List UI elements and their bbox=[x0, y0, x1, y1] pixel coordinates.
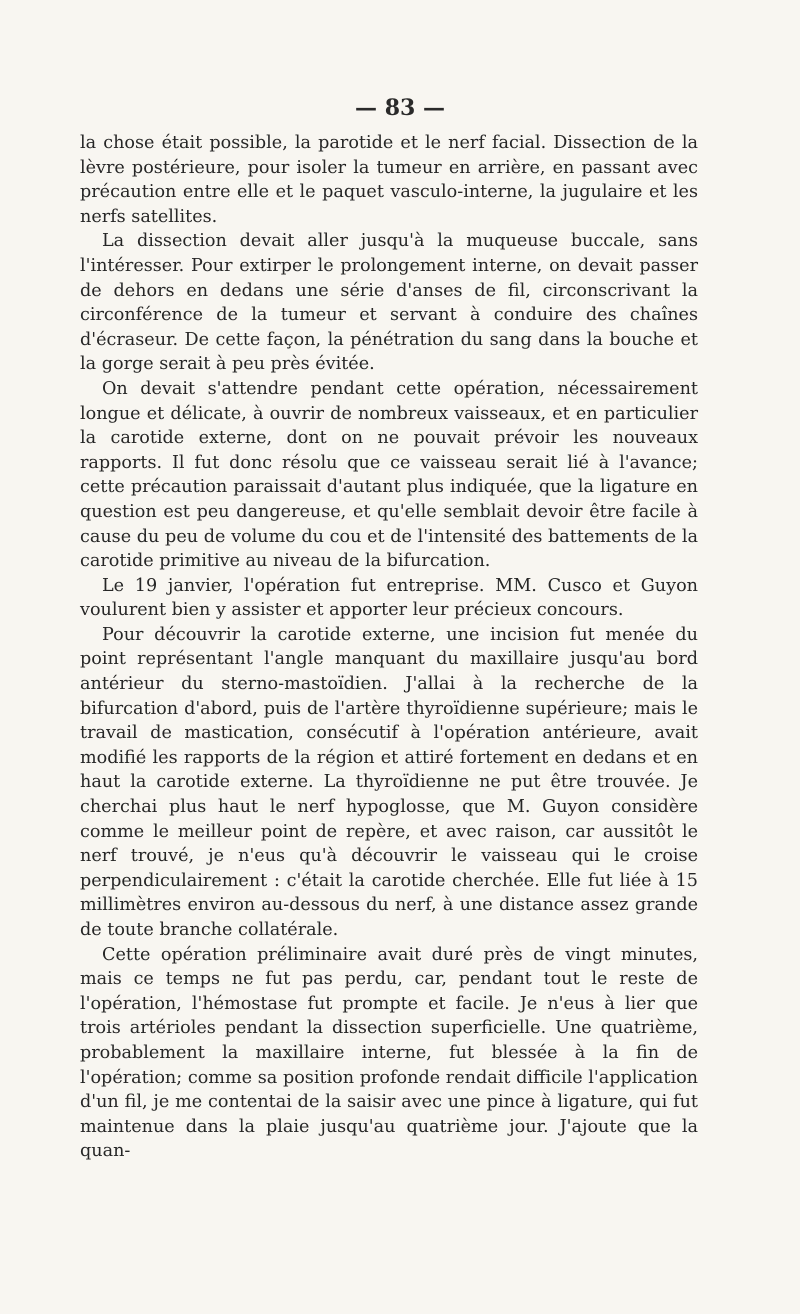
paragraph-2: La dissection devait aller jusqu'à la muqueuse buccale, sans l'intéresser. Pour extirper le prolongement interne, on devait passer de dehors en dedans une série d'anses de fil, circonscrivant la circonférence de la tumeur et servant à conduire des chaînes d'écraseur. De cette façon, la pénétration du sang dans la bouche et la gorge serait à peu près évitée. bbox=[80, 231, 698, 375]
paragraph-3: On devait s'attendre pendant cette opération, nécessairement longue et délicate, à ouvrir de nombreux vaisseaux, et en particulier la carotide externe, dont on ne pouvait prévoir les nouveaux rapports. Il fut donc résolu que ce vaisseau serait lié à l'avance; cette précaution paraissait d'autant plus indiquée, que la ligature en question est peu dangereuse, et qu'elle semblait devoir être facile à cause du peu de volume du cou et de l'intensité des battements de la carotide primitive au niveau de la bifurcation. bbox=[80, 378, 698, 572]
paragraph-6: Cette opération préliminaire avait duré près de vingt minutes, mais ce temps ne fut pas perdu, car, pendant tout le reste de l'opération, l'hémostase fut prompte et facile. Je n'eus à lier que trois artérioles pendant la dissection superficielle. Une quatrième, probablement la maxillaire interne, fut blessée à la fin de l'opération; comme sa position profonde rendait difficile l'application d'un fil, je me contentai de la saisir avec une pince à ligature, qui fut maintenue dans la plaie jusqu'au quatrième jour. J'ajoute que la quan- bbox=[80, 944, 698, 1162]
page-number-header: — 83 — bbox=[355, 95, 445, 121]
paragraph-1: la chose était possible, la parotide et le nerf facial. Dissection de la lèvre postérieure, pour isoler la tumeur en arrière, en passant avec précaution entre elle et le paquet vasculo-interne, la jugulaire et les nerfs satellites. bbox=[80, 133, 698, 227]
paragraph-4: Le 19 janvier, l'opération fut entreprise. MM. Cusco et Guyon voulurent bien y assister et apporter leur précieux concours. bbox=[80, 575, 698, 621]
body-text bbox=[80, 131, 698, 1164]
paragraph-5: Pour découvrir la carotide externe, une incision fut menée du point représentant l'angle manquant du maxillaire jusqu'au bord antérieur du sterno-mastoïdien. J'allai à la recherche de la bifurcation d'abord, puis de l'artère thyroïdienne supérieure; mais le travail de mastication, consécutif à l'opération antérieure, avait modifié les rapports de la région et attiré fortement en dedans et en haut la carotide externe. La thyroïdienne ne put être trouvée. Je cherchai plus haut le nerf hypoglosse, que M. Guyon considère comme le meilleur point de repère, et avec raison, car aussitôt le nerf trouvé, je n'eus qu'à découvrir le vaisseau qui le croise perpendiculairement : c'était la carotide cherchée. Elle fut liée à 15 millimètres environ au-dessous du nerf, à une distance assez grande de toute branche collatérale. bbox=[80, 624, 698, 940]
